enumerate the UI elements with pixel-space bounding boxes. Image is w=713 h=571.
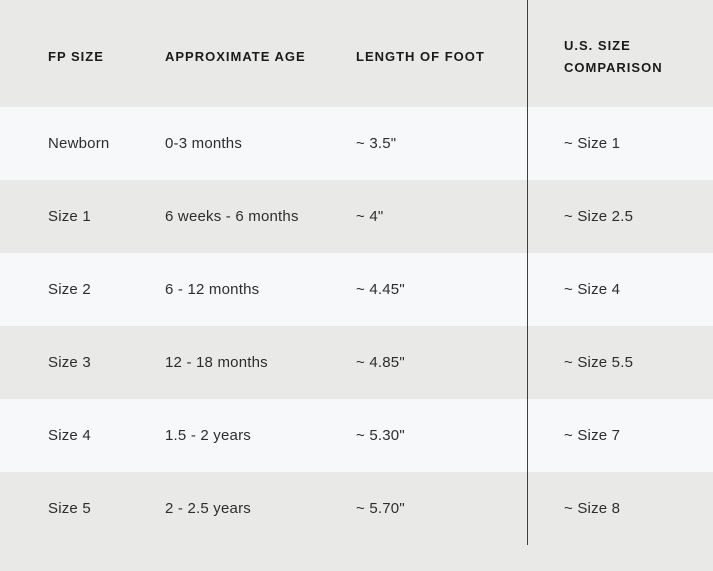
cell-us-size: ~ Size 7 bbox=[527, 399, 713, 472]
cell-length-of-foot: ~ 4.45" bbox=[356, 281, 405, 298]
cell-approximate-age: 6 - 12 months bbox=[165, 281, 260, 298]
table-row bbox=[0, 253, 713, 326]
column-header-us-size-comparison: U.S. SIZE COMPARISON bbox=[527, 0, 713, 107]
cell-fp-size: Newborn bbox=[48, 135, 110, 152]
table-header-row bbox=[0, 0, 713, 107]
cell-us-size: ~ Size 8 bbox=[527, 472, 713, 545]
cell-length-of-foot: ~ 3.5" bbox=[356, 135, 397, 152]
table-row bbox=[0, 472, 713, 571]
cell-length-of-foot: ~ 5.70" bbox=[356, 500, 405, 517]
table-row bbox=[0, 107, 713, 180]
cell-approximate-age: 6 weeks - 6 months bbox=[165, 208, 299, 225]
column-header-length-of-foot: LENGTH OF FOOT bbox=[356, 48, 485, 64]
cell-fp-size: Size 1 bbox=[48, 208, 91, 225]
cell-us-size: ~ Size 2.5 bbox=[527, 180, 713, 253]
cell-length-of-foot: ~ 4.85" bbox=[356, 354, 405, 371]
cell-fp-size: Size 3 bbox=[48, 354, 91, 371]
cell-us-size: ~ Size 1 bbox=[527, 107, 713, 180]
cell-length-of-foot: ~ 5.30" bbox=[356, 427, 405, 444]
table-row bbox=[0, 180, 713, 253]
cell-us-size: ~ Size 5.5 bbox=[527, 326, 713, 399]
table-row bbox=[0, 399, 713, 472]
cell-us-size: ~ Size 4 bbox=[527, 253, 713, 326]
cell-fp-size: Size 4 bbox=[48, 427, 91, 444]
column-header-approximate-age: APPROXIMATE AGE bbox=[165, 48, 306, 64]
cell-approximate-age: 2 - 2.5 years bbox=[165, 500, 251, 517]
table-row bbox=[0, 326, 713, 399]
column-header-fp-size: FP SIZE bbox=[48, 48, 104, 64]
cell-fp-size: Size 5 bbox=[48, 500, 91, 517]
cell-approximate-age: 12 - 18 months bbox=[165, 354, 268, 371]
cell-approximate-age: 0-3 months bbox=[165, 135, 243, 152]
cell-fp-size: Size 2 bbox=[48, 281, 91, 298]
cell-length-of-foot: ~ 4" bbox=[356, 208, 384, 225]
cell-approximate-age: 1.5 - 2 years bbox=[165, 427, 251, 444]
